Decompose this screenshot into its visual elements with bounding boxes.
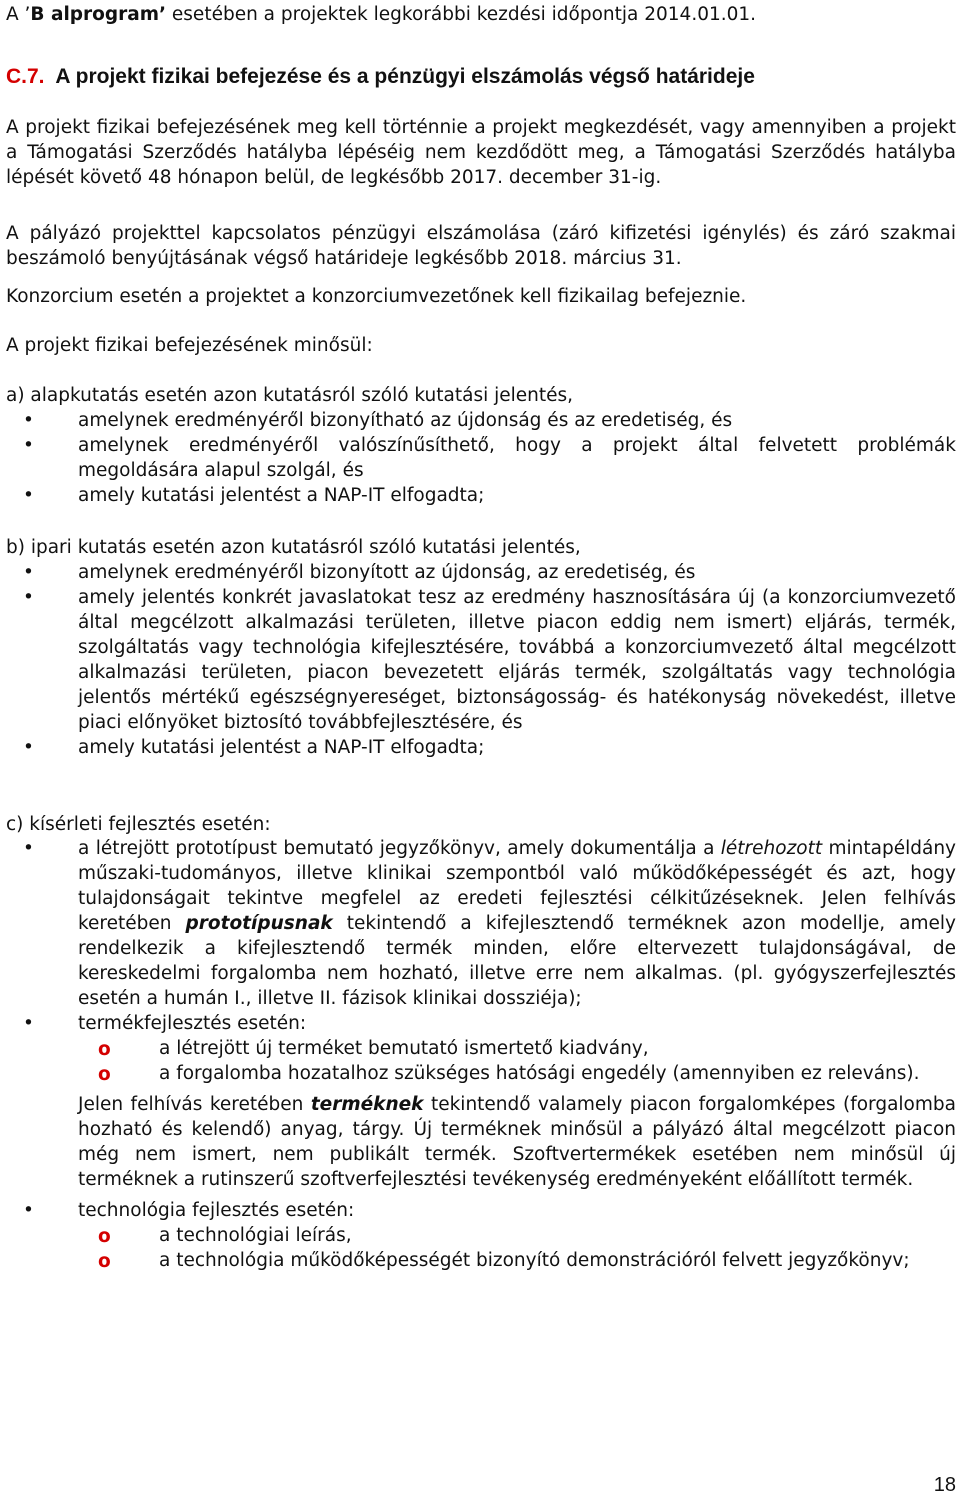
- bullet-icon: •: [23, 838, 34, 859]
- sub-list-item: o a forgalomba hozatalhoz szükséges hatósági engedély (amennyiben ez releváns).: [98, 1063, 920, 1085]
- heading-title: A projekt fizikai befejezése és a pénzügyi elszámolás végső határideje: [55, 65, 755, 88]
- prototype-term: prototípusnak: [185, 913, 333, 934]
- section-heading: [6, 64, 755, 89]
- list-item-product-dev: • termékfejlesztés esetén:: [23, 1013, 307, 1034]
- intro-bold: B alprogram’: [30, 4, 167, 25]
- italic-term: létrehozott: [720, 838, 823, 859]
- paragraph-qualifies: A projekt fizikai befejezésének minősül:: [6, 335, 373, 356]
- bullet-icon: •: [23, 1200, 34, 1221]
- list-item-technology-dev: • technológia fejlesztés esetén:: [23, 1200, 355, 1221]
- paragraph-financial: A pályázó projekttel kapcsolatos pénzügyi elszámolása (záró kifizetési igénylés) és záró szakmai beszámoló benyújtásának végső határideje legkésőbb 2018. március 31.: [6, 223, 956, 269]
- page-number: 18: [933, 1474, 956, 1496]
- intro-line: A ’B alprogram’ esetében a projektek legkorábbi kezdési időpontja 2014.01.01.: [6, 4, 757, 25]
- circle-bullet-icon: o: [98, 1251, 111, 1272]
- section-b-title: b) ipari kutatás esetén azon kutatásról szóló kutatási jelentés,: [6, 537, 581, 558]
- section-a-title: a) alapkutatás esetén azon kutatásról szóló kutatási jelentés,: [6, 385, 574, 406]
- bullet-icon: •: [23, 737, 34, 758]
- circle-bullet-icon: o: [98, 1226, 111, 1247]
- sub-list-item: o a létrejött új terméket bemutató ismertető kiadvány,: [98, 1038, 649, 1060]
- paragraph-deadline: A projekt fizikai befejezésének meg kell történnie a projekt megkezdését, vagy amennyiben a projekt a Támogatási Szerződés hatályba lépéséig nem kezdődött meg, a Támogatási Szerződés hatályba lépését követő 48 hónapon belül, de legkésőbb 2017. december 31-ig.: [6, 117, 956, 188]
- section-b-list: [6, 560, 956, 760]
- section-c-list: [6, 836, 956, 1273]
- product-term: terméknek: [310, 1094, 424, 1115]
- list-item: • amely jelentés konkrét javaslatokat tesz az eredmény hasznosítására új (a konzorciumvezető által megcélzott alkalmazási területen, illetve piacon eddig nem ismert) eljárás, termék, szolgáltatás vagy technológia kifejlesztésére, továbbá a konzorciumvezető által megcélzott alkalmazási területen, piacon bevezetett eljárás termék, szolgáltatás vagy technológia jelentős mértékű egészségnyereséget, biztonságosság- és hatékonyság növekedést, illetve piaci előnyöket biztosító továbbfejlesztésére, és: [23, 587, 956, 733]
- list-item: • amely kutatási jelentést a NAP-IT elfogadta;: [23, 737, 485, 758]
- bullet-icon: •: [23, 410, 34, 431]
- bullet-icon: •: [23, 485, 34, 506]
- heading-number: C.7.: [6, 65, 45, 88]
- sub-list-item: o a technológia működőképességét bizonyító demonstrációról felvett jegyzőkönyv;: [98, 1250, 910, 1272]
- list-item: • amelynek eredményéről bizonyított az újdonság, az eredetiség, és: [23, 562, 696, 583]
- bullet-icon: •: [23, 587, 34, 608]
- list-item: • amelynek eredményéről valószínűsíthető, hogy a projekt által felvetett problémák megoldására alapul szolgál, és: [23, 435, 956, 481]
- bullet-icon: •: [23, 435, 34, 456]
- list-item-prototype: • a létrejött prototípust bemutató jegyzőkönyv, amely dokumentálja a létrehozott mintapéldány műszaki-tudományos, illetve klinikai szempontból való működőképességét és azt, hogy tulajdonságait tekintve megfelel az eredeti fejlesztési célkitűzéseknek. Jelen felhívás keretében prototípusnak tekintendő a kifejlesztendő terméknek azon modellje, amely rendelkezik a kifejlesztendő termék minden, előre eltervezett tulajdonságával, de kereskedelmi forgalomba nem hozható, illetve erre nem alkalmas. (pl. gyógyszerfejlesztés esetén a humán I., illetve II. fázisok klinikai dossziéja);: [23, 838, 956, 1009]
- sub-list-item: o a technológiai leírás,: [98, 1225, 352, 1247]
- paragraph-consortium: Konzorcium esetén a projektet a konzorciumvezetőnek kell fizikailag befejeznie.: [6, 286, 747, 307]
- bullet-icon: •: [23, 562, 34, 583]
- circle-bullet-icon: o: [98, 1064, 111, 1085]
- section-c-title: c) kísérleti fejlesztés esetén:: [6, 814, 271, 835]
- circle-bullet-icon: o: [98, 1039, 111, 1060]
- product-definition-note: Jelen felhívás keretében terméknek tekintendő valamely piacon forgalomképes (forgalomba hozható és kelendő) anyag, tárgy. Új terméknek minősül a pályázó által megcélzott piacon még nem ismert, nem publikált termék. Szoftvertermékek esetében nem minősül új terméknek a rutinszerű szoftverfejlesztési tevékenység eredményeként előállított termék.: [78, 1094, 956, 1190]
- section-a-list: [6, 408, 956, 508]
- bullet-icon: •: [23, 1013, 34, 1034]
- list-item: • amely kutatási jelentést a NAP-IT elfogadta;: [23, 485, 485, 506]
- list-item: • amelynek eredményéről bizonyítható az újdonság és az eredetiség, és: [23, 410, 733, 431]
